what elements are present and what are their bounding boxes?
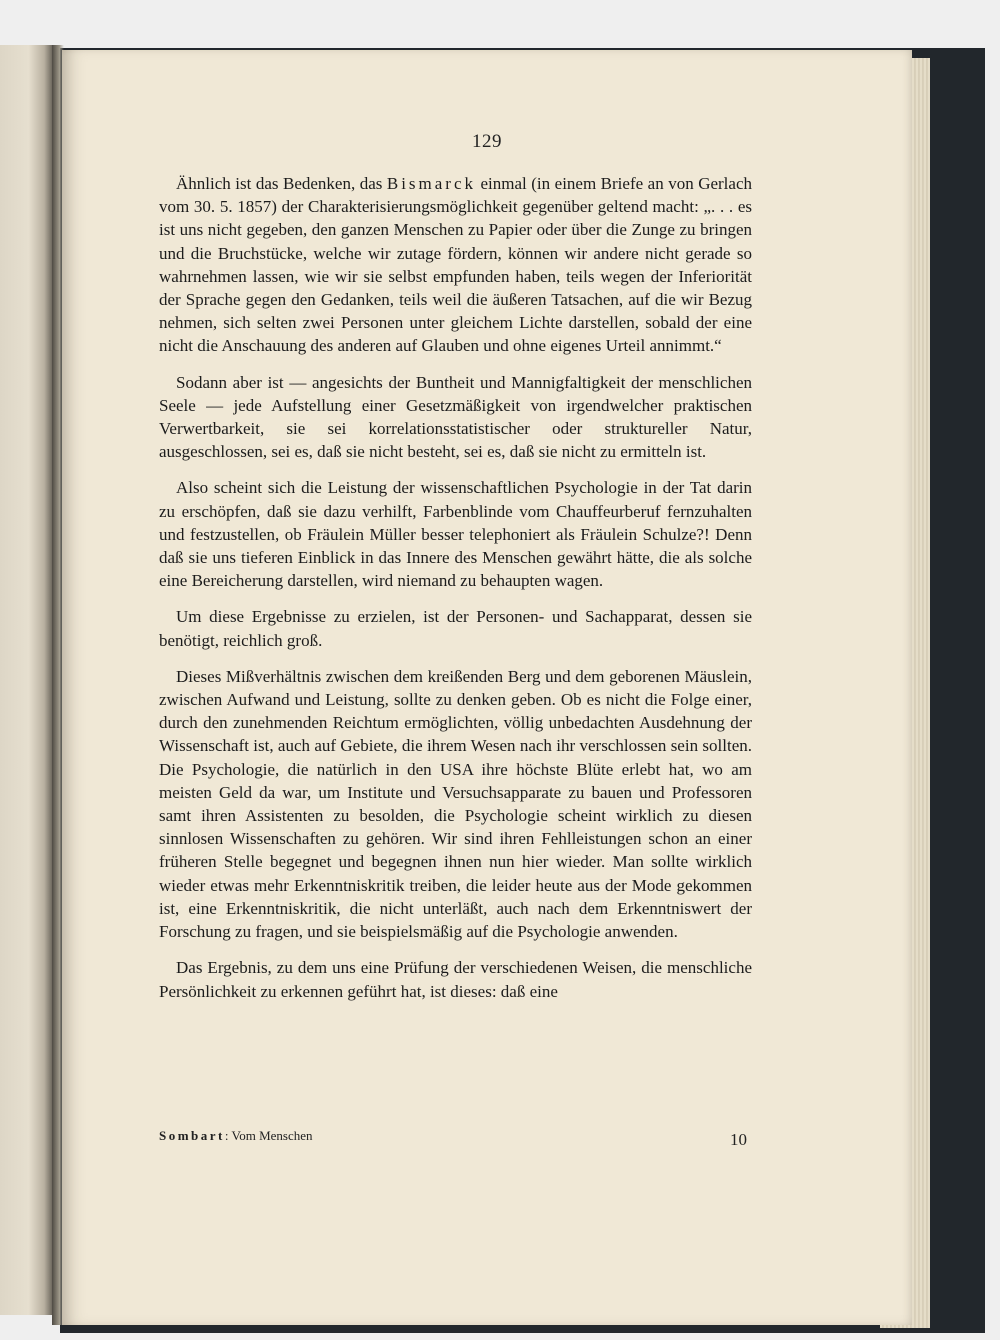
paragraph-1 <box>159 172 752 358</box>
spaced-name: Bismarck <box>386 174 477 193</box>
paragraph-3: Also scheint sich die Leistung der wissenschaftlichen Psychologie in der Tat darin zu erschöpfen, daß sie dazu verhilft, Farbenblinde vom Chauffeurberuf fernzuhalten und festzustellen, ob Fräulein Müller besser telephoniert als Fräulein Schulze?! Denn daß sie uns tieferen Einblick in das Innere des Menschen gewährt hätte, die als solche eine Bereicherung darstellen, wird niemand zu behaupten wagen. <box>159 478 752 591</box>
footer-separator: : <box>224 1128 229 1143</box>
footer-sheet-number: 10 <box>730 1130 747 1149</box>
footer-author: Sombart <box>159 1128 225 1143</box>
paragraph-4: Um diese Ergebnisse zu erzielen, ist der Personen- und Sachapparat, dessen sie benötigt, reichlich groß. <box>159 607 752 650</box>
left-page-edge <box>0 45 52 1315</box>
paragraph-2: Sodann aber ist — angesichts der Buntheit und Mannigfaltigkeit der menschlichen Seele — jede Aufstellung einer Gesetzmäßigkeit von irgendwelcher praktischen Verwertbarkeit, sie sei korrelationsstatistischer oder struktureller Natur, ausgeschlossen, sei es, daß sie nicht besteht, sei es, daß sie nicht zu ermitteln ist. <box>159 372 752 462</box>
body-text <box>159 172 752 1016</box>
paragraph-1-pre: Ähnlich ist das Bedenken, das <box>176 174 387 193</box>
paragraph-1-post: einmal (in einem Briefe an von Gerlach vom 30. 5. 1857) der Charakterisierungsmöglichkeit gegenüber geltend macht: „. . . es ist uns nicht gegeben, den ganzen Menschen zu Papier oder über die Zunge zu bringen und die Bruchstücke, welche wir zutage fördern, können wir andere nicht gerade so wahrnehmen lassen, wie wir sie selbst empfunden haben, teils wegen der Inferiorität der Sprache gegen den Gedanken, teils weil die äußeren Tatsachen, auf die wir Bezug nehmen, sich selten zwei Personen unter gleichem Lichte darstellen, sobald der eine nicht die Anschauung des anderen auf Glauben und ohne eigenes Urteil annimmt.“ <box>159 174 752 356</box>
footer-signature-line <box>159 1128 313 1144</box>
paragraph-6: Das Ergebnis, zu dem uns eine Prüfung der verschiedenen Weisen, die menschliche Persönlichkeit zu erkennen geführt hat, ist dieses: daß eine <box>159 958 752 1001</box>
paragraph-5: Dieses Mißverhältnis zwischen dem kreißenden Berg und dem geborenen Mäuslein, zwischen Aufwand und Leistung, sollte zu denken geben. Ob es nicht die Folge einer, durch den zunehmenden Reichtum ermöglichten, völlig unbedachten Ausdehnung der Wissenschaft ist, auch auf Gebiete, die ihrem Wesen nach ihr verschlossen sein sollten. Die Psychologie, die natürlich in den USA ihre höchste Blüte erlebt hat, wo am meisten Geld da war, um Institute und Versuchsapparate zu bauen und Professoren samt ihren Assistenten zu besolden, die Psychologie scheint wirklich zu diesen sinnlosen Wissenschaften zu gehören. Wir sind ihren Fehlleistungen schon an einer früheren Stelle begegnet und begegnen ihnen nun hier wieder. Man sollte wirklich wieder etwas mehr Erkenntniskritik treiben, die leider heute aus der Mode gekommen ist, eine Erkenntniskritik, die nicht unterläßt, auch nach dem Erkenntniswert der Forschung zu fragen, und sie beispielsmäßig auf die Psychologie anwenden. <box>159 666 752 942</box>
page-number: 129 <box>472 131 502 152</box>
footer-title: Vom Menschen <box>228 1128 313 1143</box>
